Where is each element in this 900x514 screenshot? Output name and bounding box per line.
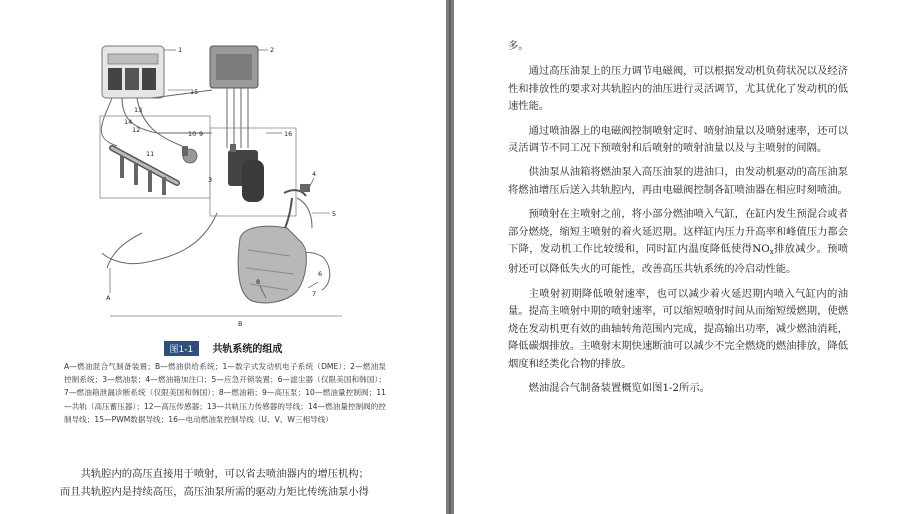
fuel-tank bbox=[238, 226, 306, 303]
fuel-pump-box bbox=[210, 128, 296, 216]
pre-injection-text-b: 排放减少。预喷射还可以降低失火的可能性，改善高压共轨系统的冷启动性能。 bbox=[508, 243, 849, 276]
svg-text:15: 15 bbox=[190, 88, 199, 96]
left-paragraph-line-1: 共轨腔内的高压直接用于喷射，可以省去喷油器内的增压机构； bbox=[80, 468, 369, 480]
svg-text:9: 9 bbox=[199, 130, 204, 138]
right-page bbox=[454, 0, 900, 514]
left-body-text bbox=[60, 466, 396, 501]
book-gutter bbox=[446, 0, 454, 514]
svg-text:14: 14 bbox=[124, 118, 133, 126]
paragraph-pre-injection bbox=[508, 206, 848, 279]
svg-text:2: 2 bbox=[270, 46, 275, 54]
nox-subscript: x bbox=[769, 248, 774, 257]
svg-text:3: 3 bbox=[208, 176, 213, 184]
svg-text:12: 12 bbox=[132, 126, 141, 134]
svg-text:7: 7 bbox=[312, 290, 317, 298]
paragraph-main-injection: 主喷射初期降低喷射速率，也可以减少着火延迟期内喷入气缸内的油量。提高主喷射中期的喷射速率，可以缩短喷射时间从而缩短缓燃期，使燃烧在发动机更有效的曲轴转角范围内完成，提高输出功率，减少燃油消耗，降低碳烟排放。主喷射末期快速断油可以减少不完全燃烧的燃油排放，降低烟度和经类化合物的排放。 bbox=[508, 287, 848, 370]
svg-text:6: 6 bbox=[318, 270, 323, 278]
figure-legend: A—燃油混合气制备装置；B—燃油供给系统；1—数字式发动机电子系统（DME）；2—燃油泵控制系统；3—燃油泵；4—燃油箱加注口；5—应急开锁装置；6—滤尘器（仅限美国和韩国）；7—燃油箱泄漏诊断系统（仅限美国和韩国）；8—燃油箱；9—高压泵；10—燃油量控制阀；11—共轨（高压蓄压器）；12—高压传感器；13—共轨压力传感器的导线；14—燃油量控制阀的控制导线；15—PWM数据导线；16—电动燃油泵控制导线（U、V、W三相导线） bbox=[64, 362, 386, 424]
svg-text:5: 5 bbox=[332, 210, 337, 218]
figure-number: 图1-1 bbox=[164, 341, 200, 356]
svg-text:8: 8 bbox=[256, 278, 261, 286]
paragraph-fuel-supply: 供油泵从油箱将燃油泵入高压油泵的进油口，由发动机驱动的高压油泵将燃油增压后送入共轨腔内，再由电磁阀控制各缸喷油器在相应时刻喷油。 bbox=[508, 166, 848, 196]
paragraph-injector-control: 通过喷油器上的电磁阀控制喷射定时、喷射油量以及喷射速率，还可以灵活调节不同工况下预喷射和后喷射的喷射油量以及与主喷射的间隔。 bbox=[508, 124, 848, 155]
figure-title: 共轨系统的组成 bbox=[212, 344, 283, 355]
pre-injection-text-a: 预喷射在主喷射之前，将小部分燃油喷入气缸，在缸内发生预混合或者部分燃烧，缩短主喷射的着火延迟期。这样缸内压力升高率和峰值压力都会下降，发动机工作比较缓和，同时缸内温度降低使得NO bbox=[508, 208, 848, 256]
left-paragraph-line-2: 而且共轨腔内是持续高压，高压油泵所需的驱动力矩比传统油泵小得 bbox=[60, 485, 369, 498]
right-body-text bbox=[508, 38, 848, 404]
paragraph-figure-reference: 燃油混合气制备装置概览如图1-2所示。 bbox=[528, 381, 710, 394]
dme-control-unit bbox=[102, 46, 164, 98]
paragraph-pressure-regulation: 通过高压油泵上的压力调节电磁阀，可以根据发动机负荷状况以及经济性和排放性的要求对共轨腔内的油压进行灵活调节，尤其优化了发动机的低速性能。 bbox=[508, 65, 848, 113]
svg-text:11: 11 bbox=[146, 150, 155, 158]
fuel-pump-control-unit bbox=[210, 46, 258, 88]
injection-assembly-box bbox=[100, 116, 213, 198]
svg-text:16: 16 bbox=[284, 130, 293, 138]
left-page bbox=[0, 0, 446, 514]
figure-caption bbox=[0, 340, 446, 356]
svg-text:A: A bbox=[106, 294, 111, 302]
svg-text:1: 1 bbox=[178, 46, 183, 54]
common-rail-system-diagram bbox=[62, 28, 372, 328]
svg-text:13: 13 bbox=[134, 106, 143, 114]
continuation-text: 多。 bbox=[508, 40, 529, 52]
svg-text:4: 4 bbox=[312, 170, 317, 178]
svg-text:B: B bbox=[238, 320, 243, 328]
svg-text:10: 10 bbox=[188, 130, 197, 138]
